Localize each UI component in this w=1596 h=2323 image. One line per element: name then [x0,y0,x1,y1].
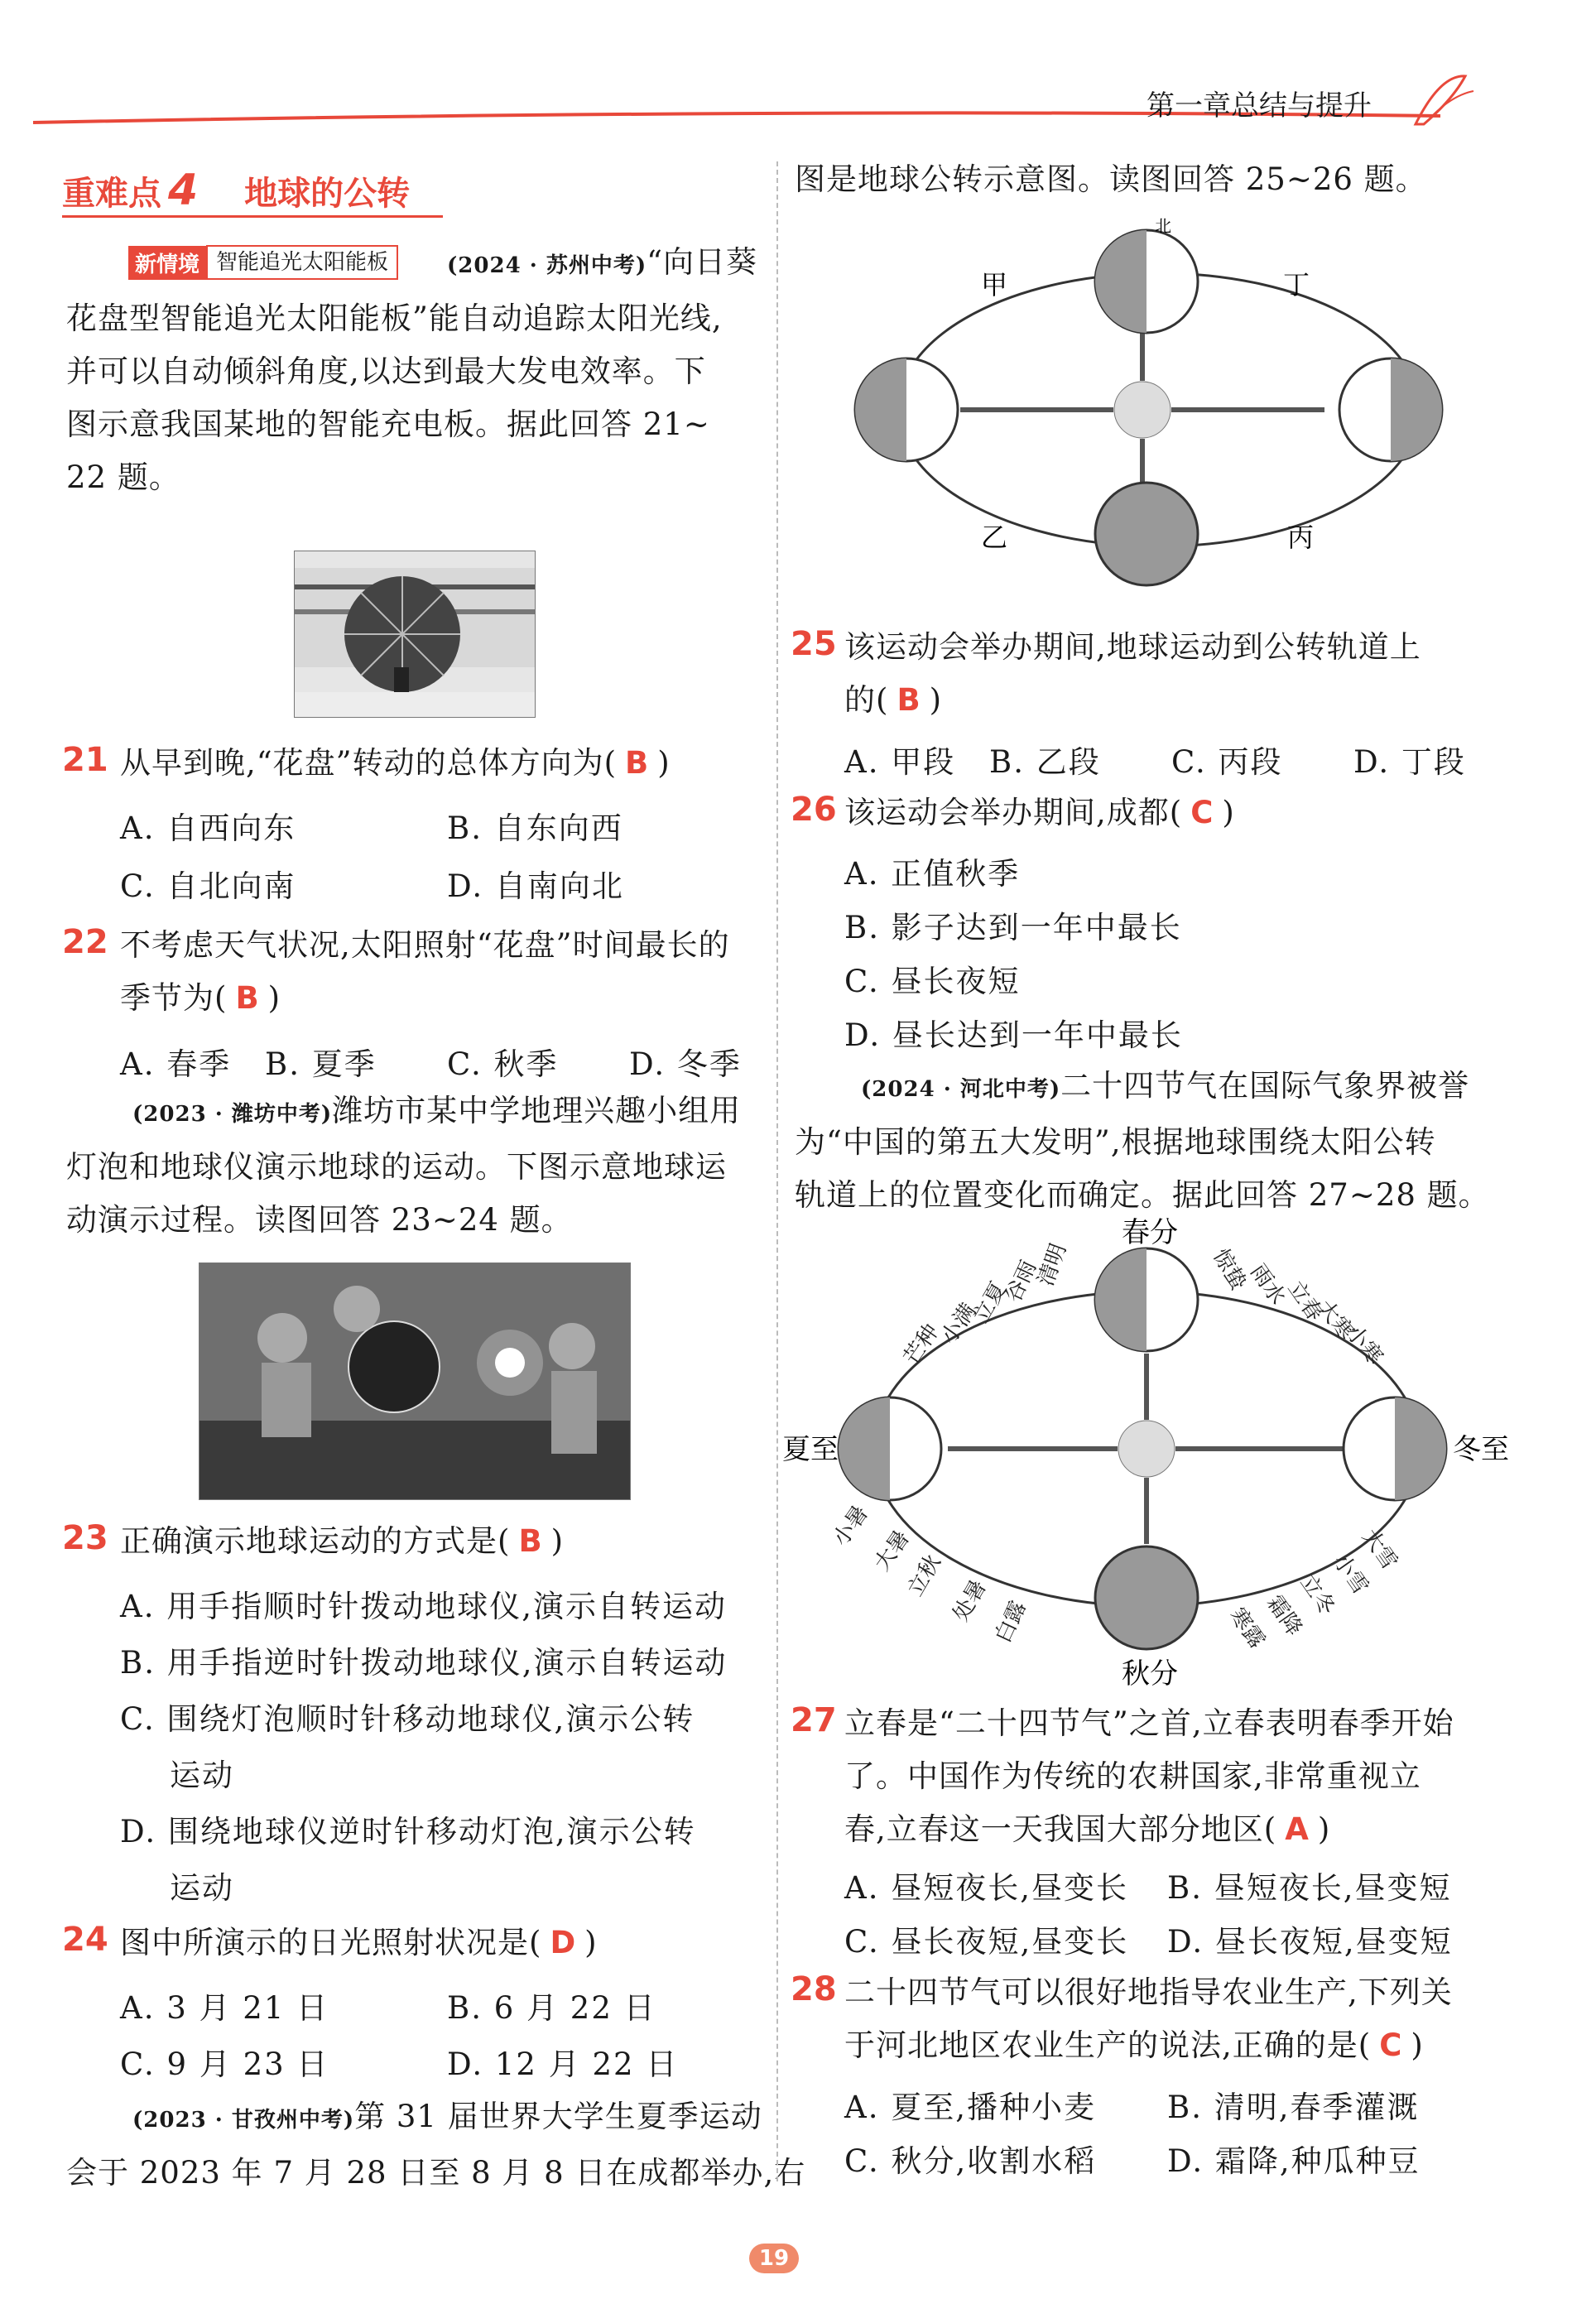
term-mangzhong: 芒种 [899,1320,945,1370]
q27-option-b: B. 昼短夜长,昼变短 [1167,1870,1452,1906]
q26-option-b: B. 影子达到一年中最长 [844,910,1182,945]
q21-option-c: C. 自北向南 [120,868,296,904]
q27-close: ) [1317,1811,1331,1847]
intro4 [795,1060,1490,1222]
label-spring-equinox: 春分 [1122,1216,1178,1249]
q27-stem-text3: 春,立春这一天我国大部分地区( [844,1811,1277,1847]
q23-stem-text: 正确演示地球运动的方式是( [120,1523,511,1559]
q21-option-a: A. 自西向东 [120,810,296,846]
intro3 [66,2090,805,2200]
term-lixia: 立夏 [969,1277,1012,1328]
intro3-line-0: 会于 2023 年 7 月 28 日至 8 月 8 日在成都举办,右 [66,2155,806,2191]
q27-stem-text2: 了。中国作为传统的农耕国家,非常重视立 [844,1758,1421,1794]
label-winter-solstice: 冬至 [1453,1433,1509,1466]
term-xiaohan: 小寒 [1340,1320,1388,1370]
q21-stem [120,737,671,790]
intro4-source: (2024 · 河北中考) [861,1077,1061,1102]
q28-stem-text: 二十四节气可以很好地指导农业生产,下列关 [844,1974,1453,2010]
intro1-line-1: 并可以自动倾斜角度,以达到最大发电效率。下 [66,354,706,389]
intro3-source: (2023 · 甘孜州中考) [132,2108,355,2133]
term-lidong: 立冬 [1295,1570,1340,1620]
term-xiaoshu: 小暑 [828,1501,874,1551]
q22-answer: B [235,980,260,1016]
globe-winter-solstice [1344,1397,1446,1500]
q26-stem-text: 该运动会举办期间,成都( [844,795,1183,830]
intro1-line-2: 图示意我国某地的智能充电板。据此回答 21~ [66,406,710,442]
q23-close: ) [550,1523,565,1559]
q25-stem-text2: 的( [844,682,889,718]
q25-stem-text: 该运动会举办期间,地球运动到公转轨道上 [844,629,1421,665]
q25-option-c: C. 丙段 [1171,744,1283,780]
q25-stem [844,621,1421,727]
q24-stem-text: 图中所演示的日光照射状况是( [120,1925,542,1960]
section-heading [62,166,443,218]
q28-answer: C [1379,2027,1403,2063]
term-xiaoman: 小满 [936,1299,982,1349]
q27-option-c: C. 昼长夜短,昼变长 [844,1924,1129,1960]
intro2-line-0: 灯泡和地球仪演示地球的运动。下图示意地球运 [66,1149,727,1185]
section-label: 重难点 [62,175,161,213]
q22-option-d: D. 冬季 [629,1046,742,1082]
intro4-line-1: 轨道上的位置变化而确定。据此回答 27~28 题。 [795,1177,1490,1213]
q27-stem [844,1697,1454,1856]
intro4-line-0: 为“中国的第五大发明”,根据地球围绕太阳公转 [795,1124,1436,1160]
q24-option-b: B. 6 月 22 日 [447,1990,656,2026]
q23-number: 23 [62,1519,108,1557]
q26-option-a: A. 正值秋季 [844,856,1021,892]
q22-option-c: C. 秋季 [447,1046,559,1082]
q22-option-a: A. 春季 [120,1046,232,1082]
label-ding: 丁 [1283,269,1310,301]
label-autumn-equinox: 秋分 [1122,1657,1178,1691]
q26-option-d: D. 昼长达到一年中最长 [844,1017,1183,1053]
intro1 [66,236,757,504]
term-chushu: 处暑 [948,1575,992,1626]
q24-option-d: D. 12 月 22 日 [447,2046,679,2082]
section-number: 4 [168,166,199,215]
q24-close: ) [584,1925,598,1960]
intro2-source: (2023 · 潍坊中考) [132,1102,333,1127]
q25-option-b: B. 乙段 [989,744,1101,780]
q25-option-d: D. 丁段 [1353,744,1466,780]
term-liqiu: 立秋 [902,1551,946,1601]
term-guyu: 谷雨 [1001,1257,1042,1306]
term-dashu: 大暑 [869,1526,916,1576]
q27-stem-text: 立春是“二十四节气”之首,立春表明春季开始 [844,1705,1454,1741]
solar-flower-illustration [295,551,535,717]
page-number: 19 [749,2244,799,2273]
label-jia: 甲 [981,269,1008,301]
q28-option-c: C. 秋分,收割水稻 [844,2143,1097,2179]
q25-number: 25 [791,625,837,663]
globe-summer-solstice [839,1397,941,1500]
intro2-line-1: 动演示过程。读图回答 23~24 题。 [66,1202,573,1238]
q22-stem-text: 不考虑天气状况,太阳照射“花盘”时间最长的 [120,927,730,963]
q26-number: 26 [791,791,837,829]
q28-option-a: A. 夏至,播种小麦 [844,2090,1097,2125]
label-summer-solstice: 夏至 [782,1433,839,1466]
q22-stem [120,919,730,1025]
term-hanlu: 寒露 [1224,1603,1270,1653]
globe-autumn-equinox [1095,1546,1198,1649]
q21-number: 21 [62,741,108,779]
label-bing: 丙 [1287,522,1315,553]
term-lichun: 立春 [1282,1276,1328,1326]
term-qingming: 清明 [1033,1240,1072,1290]
q25-close: ) [929,682,943,718]
term-daxue: 大雪 [1357,1524,1402,1575]
q28-stem [844,1966,1453,2072]
term-shuangjiang: 霜降 [1262,1590,1307,1641]
globe-top [1095,230,1198,333]
q22-stem-text2: 季节为( [120,980,228,1016]
q26-stem [844,786,1235,839]
orbit-diagram-1 [836,211,1482,608]
q27-number: 27 [791,1701,837,1739]
q28-option-b: B. 清明,春季灌溉 [1167,2090,1420,2125]
new-context-badge: 新情境 [128,246,206,280]
topic-badge: 智能追光太阳能板 [206,245,398,280]
globe-right [1339,358,1442,461]
q26-option-c: C. 昼长夜短 [844,964,1021,999]
q27-option-a: A. 昼短夜长,昼变长 [844,1870,1129,1906]
q24-stem [120,1917,598,1970]
q23-option-d: D. 围绕地球仪逆时针移动灯泡,演示公转 [120,1814,696,1849]
intro1-line-3: 22 题。 [66,459,180,495]
intro2 [66,1085,741,1247]
intro2-first: 潍坊市某中学地理兴趣小组用 [332,1093,742,1128]
label-yi: 乙 [981,522,1008,553]
term-jingzhe: 惊蛰 [1207,1244,1251,1295]
intro1-line-0: 花盘型智能追光太阳能板”能自动追踪太阳光线, [66,301,723,336]
q24-option-c: C. 9 月 23 日 [120,2046,329,2082]
column-divider [776,161,780,2181]
q23-option-c-cont: 运动 [170,1758,234,1793]
q28-stem-text2: 于河北地区农业生产的说法,正确的是( [844,2027,1372,2063]
q22-number: 22 [62,923,108,961]
q24-option-a: A. 3 月 21 日 [120,1990,329,2026]
q23-option-c: C. 围绕灯泡顺时针移动地球仪,演示公转 [120,1701,695,1737]
term-yushui: 雨水 [1245,1259,1291,1310]
q23-answer: B [518,1523,543,1559]
chapter-title: 第一章总结与提升 [1147,89,1372,123]
globe-demo-drawing [200,1263,630,1499]
q28-number: 28 [791,1970,837,2008]
q26-close: ) [1222,795,1235,830]
orbit-diagram-2 [782,1213,1511,1693]
globe-demo-illustration [199,1262,631,1500]
q23-option-a: A. 用手指顺时针拨动地球仪,演示自转运动 [120,1589,728,1624]
q26-answer: C [1190,795,1214,830]
q23-option-b: B. 用手指逆时针拨动地球仪,演示自转运动 [120,1645,728,1681]
intro1-source: (2024 · 苏州中考) [447,253,647,278]
q22-close: ) [267,980,281,1016]
globe-bottom [1095,483,1198,585]
q27-option-d: D. 昼长夜短,昼变短 [1167,1924,1453,1960]
north-label: 北 [1155,216,1171,236]
intro4-first: 二十四节气在国际气象界被誉 [1060,1068,1470,1104]
q25-answer: B [897,682,921,718]
intro1-first: “向日葵 [647,244,758,280]
q27-answer: A [1285,1811,1310,1847]
term-xiaoxue: 小雪 [1328,1549,1373,1599]
q24-number: 24 [62,1921,108,1959]
term-dahan: 大寒 [1311,1296,1359,1345]
q24-answer: D [550,1925,577,1960]
q21-answer: B [625,745,650,781]
section-title: 地球的公转 [244,175,411,213]
pen-icon [1407,66,1482,132]
q28-close: ) [1411,2027,1424,2063]
solar-panel-photo [294,551,536,718]
q21-option-b: B. 自东向西 [447,810,623,846]
q21-close: ) [657,745,671,781]
q28-option-d: D. 霜降,种瓜种豆 [1167,2143,1421,2179]
q21-option-d: D. 自南向北 [447,868,624,904]
globe-left [855,358,958,461]
q21-stem-text: 从早到晚,“花盘”转动的总体方向为( [120,745,618,781]
term-bailu: 白露 [990,1597,1031,1647]
intro3-first: 第 31 届世界大学生夏季运动 [354,2099,762,2134]
q22-option-b: B. 夏季 [265,1046,377,1082]
globe-spring-equinox [1095,1248,1198,1351]
q23-stem [120,1515,564,1568]
intro3-line-1: 图是地球公转示意图。读图回答 25~26 题。 [795,161,1427,197]
q23-option-d-cont: 运动 [170,1870,234,1906]
q25-option-a: A. 甲段 [844,744,956,780]
